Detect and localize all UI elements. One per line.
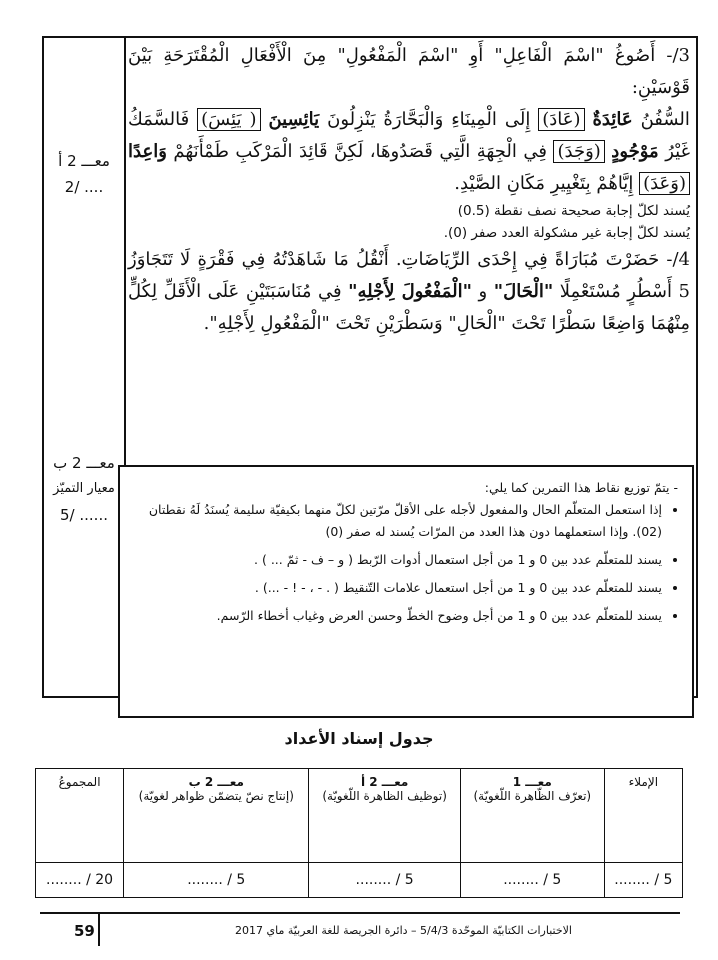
criterion-2b-sub: معيار التميّز xyxy=(53,481,115,496)
ex3-criterion-2: يُسند لكلّ إجابة غير مشكولة العدد صفر (0). xyxy=(443,225,690,241)
grading-table-title: جدول إسناد الأعداد xyxy=(284,729,434,748)
ex3-answer-1: عَائِدَةٌ xyxy=(592,109,633,130)
page-number: 59 xyxy=(74,922,95,940)
ex3-criterion-1: يُسند لكلّ إجابة صحيحة نصف نقطة (0.5) xyxy=(457,203,690,219)
ex3-text-4: فِي الْجِهَةِ الَّتِي قَصَدُوهَا، لَكِنَّ قَائِدَ الْمَرْكَبِ طَمْأَنَهُمْ xyxy=(173,141,547,162)
criterion-2b-cell xyxy=(44,450,124,528)
ex3-verb-4: (وَعَدَ) xyxy=(639,172,690,195)
ex3-verb-3: (وَجَدَ) xyxy=(553,140,604,163)
exercises-area xyxy=(128,40,690,340)
criterion-2b-score: 5/ ...... xyxy=(60,506,108,524)
scoring-notes-box xyxy=(118,465,694,718)
header-sub: (إنتاج نصّ يتضمّن ظواهر لغويّة) xyxy=(138,789,294,803)
score-cell: 5 / ........ xyxy=(460,863,604,898)
note-item: • يسند للمتعلّم عدد بين 0 و 1 من أجل وضوح الخطّ وحسن العرض وغياب أخطاء الرّسم. xyxy=(134,605,662,627)
note-item: • يسند للمتعلّم عدد بين 0 و 1 من أجل استعمال أدوات الرّبط ( و – ف - ثمّ ... ) . xyxy=(134,549,662,571)
ex3-verb-1: (عَادَ) xyxy=(538,108,584,131)
criterion-2a-label: معـــ 2 أ xyxy=(58,152,110,170)
ex4-and: و xyxy=(478,281,488,302)
header-main: الإملاء xyxy=(628,775,659,789)
ex3-answer-4: وَاعِدًا xyxy=(128,141,167,162)
ex3-answer-3: مَوْجُودٍ xyxy=(611,141,659,162)
footer-text: الاختبارات الكتابيّة الموحّدة 5/4/3 – دائرة الجريصة للغة العربيّة ماي 2017 xyxy=(235,924,572,937)
table-header-cell xyxy=(604,769,682,863)
ex3-text-1: السُّفُنُ xyxy=(640,109,690,130)
ex4-text-2: فِي مُنَاسَبَتَيْنِ عَلَى الْأَقَلِّ لِكُلٍّ مِنْهُمَا وَاضِعًا سَطْرًا تَحْتَ "الْحَالِ" وَسَطْرَيْنِ تَحْتَ "الْمَفْعُولِ لِأَجْلِهِ". xyxy=(128,281,690,334)
grading-table xyxy=(35,768,683,898)
table-score-row xyxy=(36,863,683,898)
exercise3-answer xyxy=(128,104,690,200)
header-main: معـــ 2 أ xyxy=(360,775,409,789)
ex3-answer-2: يَائِسِينَ xyxy=(268,109,320,130)
header-main: معـــ 2 ب xyxy=(188,775,244,789)
ex3-text-5: إِيَّاهُمْ بِتَغْيِيرِ مَكَانِ الصَّيْدِ. xyxy=(454,173,634,194)
header-main: معـــ 1 xyxy=(512,775,552,789)
criterion-2a-cell xyxy=(44,148,124,200)
notes-list xyxy=(134,499,678,627)
exercise4-prompt xyxy=(128,244,690,340)
page-number-divider xyxy=(98,914,100,946)
score-cell: 5 / ........ xyxy=(309,863,460,898)
exercise3-prompt: 3/- أَصُوغُ "اسْمَ الْفَاعِلِ" أَوِ "اسْمَ الْمَفْعُولِ" مِنَ الْأَفْعَالِ الْمُقْتَرَحَةِ بَيْنَ قَوْسَيْنِ: xyxy=(128,45,690,98)
ex4-mafoul: "الْمَفْعُولَ لِأَجْلِهِ" xyxy=(348,281,473,302)
ex3-text-2: إِلَى الْمِينَاءِ وَالْبَحَّارَةُ يَنْزِلُونَ xyxy=(327,109,531,130)
table-header-cell xyxy=(124,769,309,863)
note-item: • إذا استعمل المتعلّم الحال والمفعول لأجله على الأقلّ مرّتين لكلّ منهما بكيفيّة سليمة يُسنَدُ لَهُ نقطتان (02). وإذا استعملهما دون هذا العدد من المرّات يُسند له صفر (0) xyxy=(134,499,662,543)
table-header-cell xyxy=(460,769,604,863)
ex3-text-3: فَالسَّمَكُ غَيْرُ xyxy=(128,109,690,162)
ex4-hal: "الْحَالَ" xyxy=(493,281,554,302)
header-sub: (تعرّف الظّاهرة اللّغويّة) xyxy=(473,789,592,803)
score-cell: 5 / ........ xyxy=(604,863,682,898)
ex3-verb-2: ( يَئِسَ) xyxy=(197,108,260,131)
table-header-row xyxy=(36,769,683,863)
table-header-cell xyxy=(36,769,124,863)
table-header-cell xyxy=(309,769,460,863)
criterion-2a-score: 2/ .... xyxy=(64,178,104,196)
ex4-text-1: 4/- حَضَرْتَ مُبَارَاةً فِي إِحْدَى الرِّيَاضَاتِ. أَنْقُلُ مَا شَاهَدْتُهُ فِي فَقْرَةٍ لَا تَتَجَاوَزُ 5 أَسْطُرٍ مُسْتَعْمِلًا xyxy=(128,249,690,302)
header-sub: (توظيف الظاهرة اللّغويّة) xyxy=(322,789,447,803)
criterion-2b-label: معـــ 2 ب xyxy=(53,454,115,472)
footer-rule xyxy=(40,912,680,914)
score-cell: 5 / ........ xyxy=(124,863,309,898)
note-item: • يسند للمتعلّم عدد بين 0 و 1 من أجل استعمال علامات التّنقيط ( . - ، - ! - ...) . xyxy=(134,577,662,599)
notes-intro: - يتمّ توزيع نقاط هذا التمرين كما يلي: xyxy=(484,480,678,495)
score-cell: 20 / ........ xyxy=(36,863,124,898)
header-main: المجموعُ xyxy=(58,775,101,789)
